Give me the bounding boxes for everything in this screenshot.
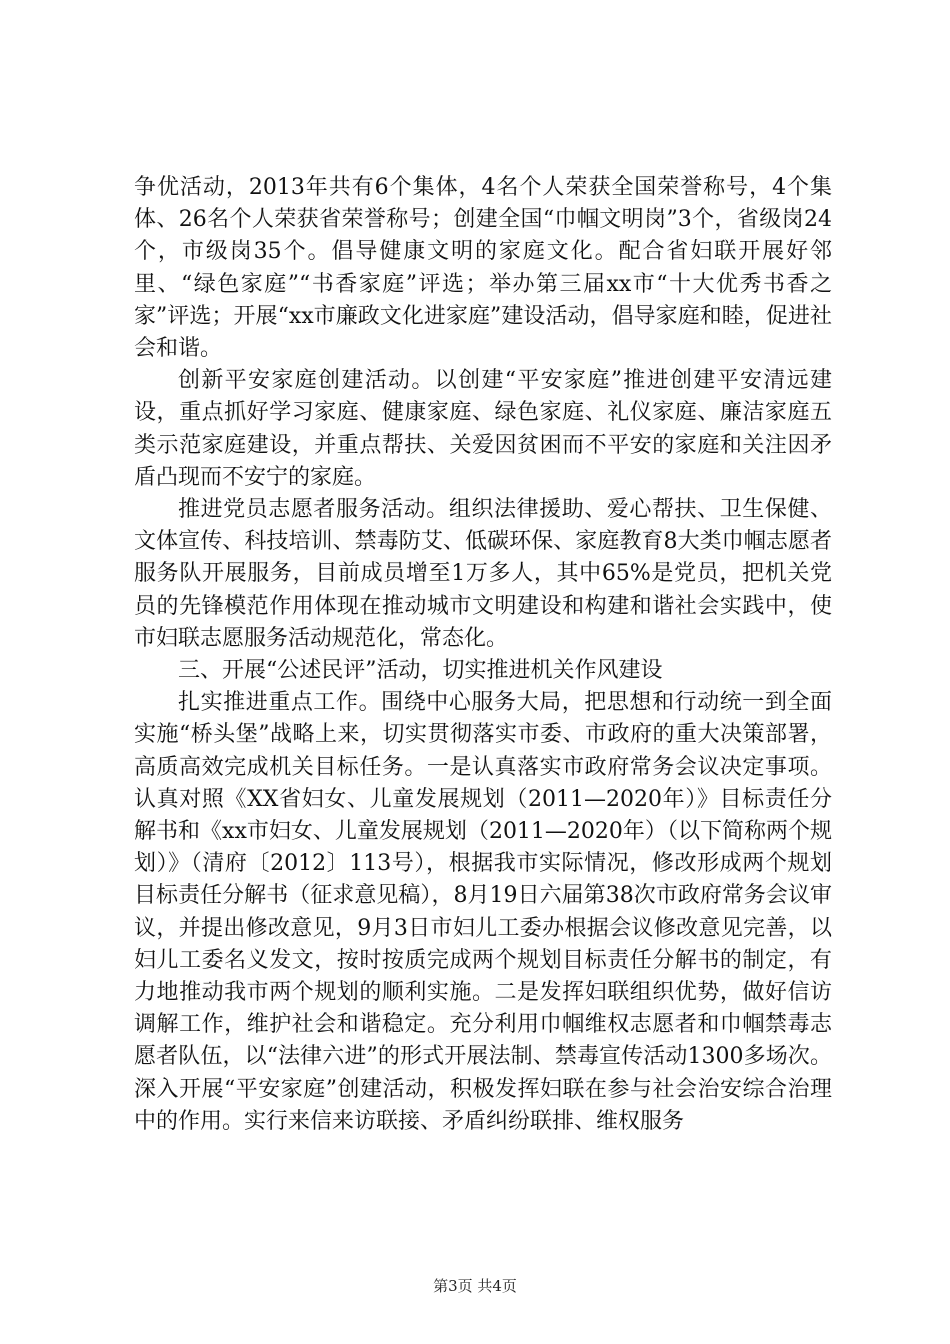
paragraph-2: 创新平安家庭创建活动。以创建“平安家庭”推进创建平安清远建设，重点抓好学习家庭、健康家庭、绿色家庭、礼仪家庭、廉洁家庭五类示范家庭建设，并重点帮扶、关爱因贫困而不平安的家庭和关注因矛盾凸现而不安宁的家庭。 (134, 368, 832, 490)
paragraph-3: 推进党员志愿者服务活动。组织法律援助、爱心帮扶、卫生保健、文体宣传、科技培训、禁毒防艾、低碳环保、家庭教育8大类巾帼志愿者服务队开展服务，目前成员增至1万多人，其中65%是党员，把机关党员的先锋模范作用体现在推动城市文明建设和构建和谐社会实践中，使市妇联志愿服务活动规范化，常态化。 (134, 497, 832, 651)
paragraph-4: 扎实推进重点工作。围绕中心服务大局，把思想和行动统一到全面实施“桥头堡”战略上来，切实贯彻落实市委、市政府的重大决策部署，高质高效完成机关目标任务。一是认真落实市政府常务会议决定事项。认真对照《XX省妇女、儿童发展规划（2011—2020年）》目标责任分解书和《xx市妇女、儿童发展规划（2011—2020年）（以下简称两个规划）》（清府〔2012〕113号），根据我市实际情况，修改形成两个规划目标责任分解书（征求意见稿），8月19日六届第38次市政府常务会议审议，并提出修改意见，9月3日市妇儿工委办根据会议修改意见完善，以妇儿工委名义发文，按时按质完成两个规划目标责任分解书的制定，有力地推动我市两个规划的顺利实施。二是发挥妇联组织优势，做好信访调解工作，维护社会和谐稳定。充分利用巾帼维权志愿者和巾帼禁毒志愿者队伍，以“法律六进”的形式开展法制、禁毒宣传活动1300多场次。深入开展“平安家庭”创建活动，积极发挥妇联在参与社会治安综合治理中的作用。实行来信来访联接、矛盾纠纷联排、维权服务 (134, 690, 832, 1134)
page-footer: 第3页 共4页 (433, 1277, 517, 1295)
document-body (134, 172, 832, 1138)
section-heading: 三、开展“公述民评”活动，切实推进机关作风建设 (178, 658, 663, 684)
paragraph-1: 争优活动，2013年共有6个集体，4名个人荣获全国荣誉称号，4个集体、26名个人荣获省荣誉称号；创建全国“巾帼文明岗”3个，省级岗24个，市级岗35个。倡导健康文明的家庭文化。配合省妇联开展好邻里、“绿色家庭”“书香家庭”评选；举办第三届xx市“十大优秀书香之家”评选；开展“xx市廉政文化进家庭”建设活动，倡导家庭和睦，促进社会和谐。 (134, 175, 832, 362)
